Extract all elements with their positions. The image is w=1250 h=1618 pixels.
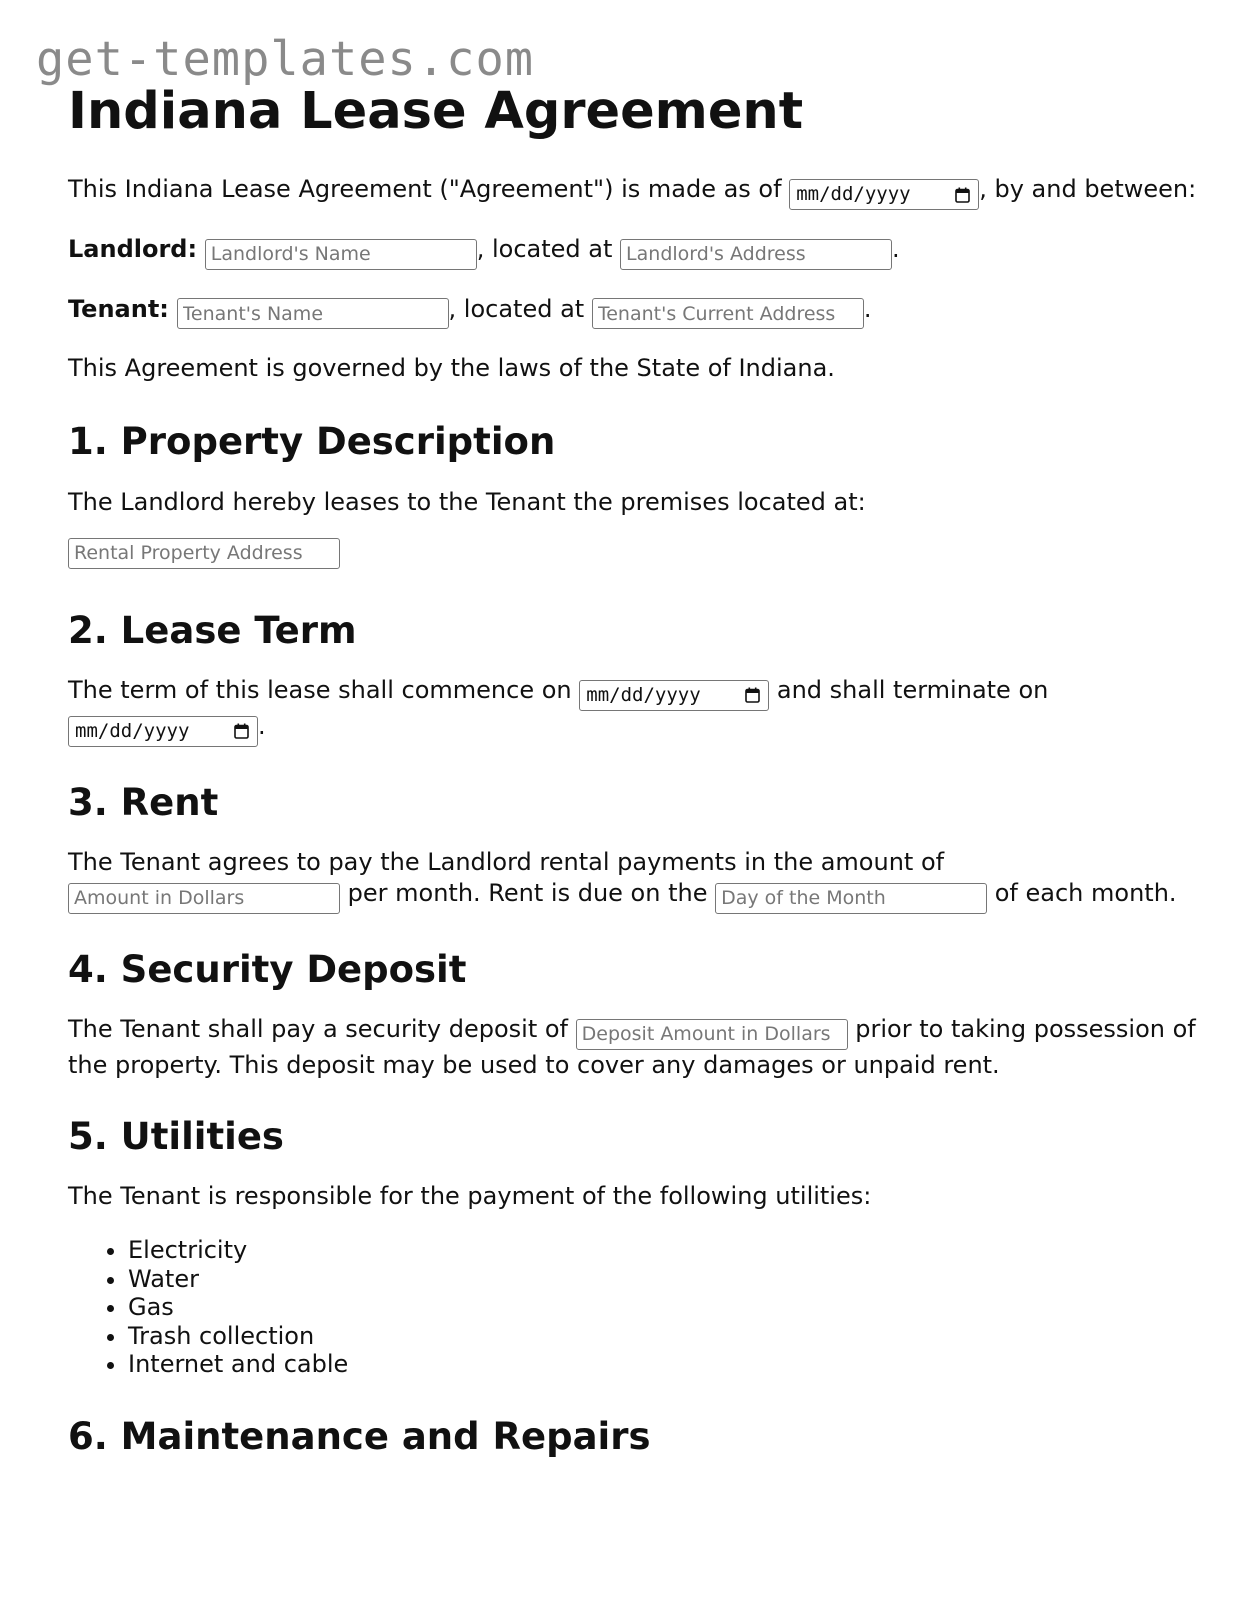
lease-start-date-input[interactable] <box>579 680 769 711</box>
lease-start-placeholder: mm/dd/yyyy <box>586 683 701 706</box>
tenant-address-input[interactable] <box>592 298 864 329</box>
agreement-date-placeholder: mm/dd/yyyy <box>796 183 911 206</box>
landlord-name-input[interactable] <box>205 239 477 270</box>
intro-text-before: This Indiana Lease Agreement ("Agreement") is made as of <box>68 175 782 204</box>
list-item: • Water <box>128 1265 1198 1294</box>
section-5-heading: 5. Utilities <box>68 1114 284 1158</box>
rent-due-day-input[interactable] <box>715 883 987 914</box>
property-address-input[interactable] <box>68 538 340 569</box>
deposit-text-before: The Tenant shall pay a security deposit of <box>68 1015 568 1044</box>
rent-amount-input[interactable] <box>68 883 340 914</box>
intro-paragraph <box>68 174 1198 210</box>
utilities-list <box>68 1236 1198 1379</box>
list-item: • Gas <box>128 1293 1198 1322</box>
lease-document <box>68 82 1198 1481</box>
document-title: Indiana Lease Agreement <box>68 82 804 141</box>
section-5-text: The Tenant is responsible for the payment of the following utilities: <box>68 1182 872 1211</box>
tenant-name-input[interactable] <box>177 298 449 329</box>
property-address-row <box>68 538 1198 569</box>
landlord-address-input[interactable] <box>620 239 892 270</box>
section-2-heading: 2. Lease Term <box>68 608 357 652</box>
tenant-label: Tenant: <box>68 294 169 323</box>
section-3-heading: 3. Rent <box>68 780 219 824</box>
rent-text-before: The Tenant agrees to pay the Landlord rental payments in the amount of <box>68 848 945 877</box>
section-2-text <box>68 675 1198 747</box>
agreement-date-input[interactable] <box>789 179 979 210</box>
calendar-icon[interactable] <box>234 723 249 739</box>
rent-text-after: of each month. <box>994 879 1177 908</box>
list-item: • Electricity <box>128 1236 1198 1265</box>
list-item: • Trash collection <box>128 1322 1198 1351</box>
tenant-end: . <box>863 294 872 323</box>
rent-text-middle: per month. Rent is due on the <box>347 879 708 908</box>
landlord-line <box>68 234 1198 270</box>
section-4-text <box>68 1014 1198 1081</box>
tenant-line <box>68 294 1198 330</box>
section-6-heading: 6. Maintenance and Repairs <box>68 1414 651 1458</box>
tenant-located-at: , located at <box>448 294 585 323</box>
landlord-label: Landlord: <box>68 235 198 264</box>
lease-term-text-middle: and shall terminate on <box>776 675 1049 704</box>
deposit-amount-input[interactable] <box>576 1019 848 1050</box>
watermark-text: get-templates.com <box>36 32 535 87</box>
intro-text-after: , by and between: <box>979 175 1197 204</box>
governing-law-text: This Agreement is governed by the laws of the State of Indiana. <box>68 354 835 383</box>
lease-term-text-before: The term of this lease shall commence on <box>68 675 572 704</box>
landlord-end: . <box>892 235 900 264</box>
calendar-icon[interactable] <box>745 687 760 703</box>
landlord-located-at: , located at <box>476 235 613 264</box>
lease-end-date-input[interactable] <box>68 716 258 747</box>
section-1-text: The Landlord hereby leases to the Tenant the premises located at: <box>68 487 866 516</box>
section-4-heading: 4. Security Deposit <box>68 947 467 991</box>
deposit-text-after: prior to taking possession of the property. This deposit may be used to cover any damages or unpaid rent. <box>68 1015 1196 1079</box>
calendar-icon[interactable] <box>955 187 970 203</box>
lease-end-placeholder: mm/dd/yyyy <box>75 719 190 742</box>
list-item: • Internet and cable <box>128 1350 1198 1379</box>
section-3-text <box>68 847 1198 914</box>
lease-term-end: . <box>258 711 266 740</box>
section-1-heading: 1. Property Description <box>68 420 556 464</box>
